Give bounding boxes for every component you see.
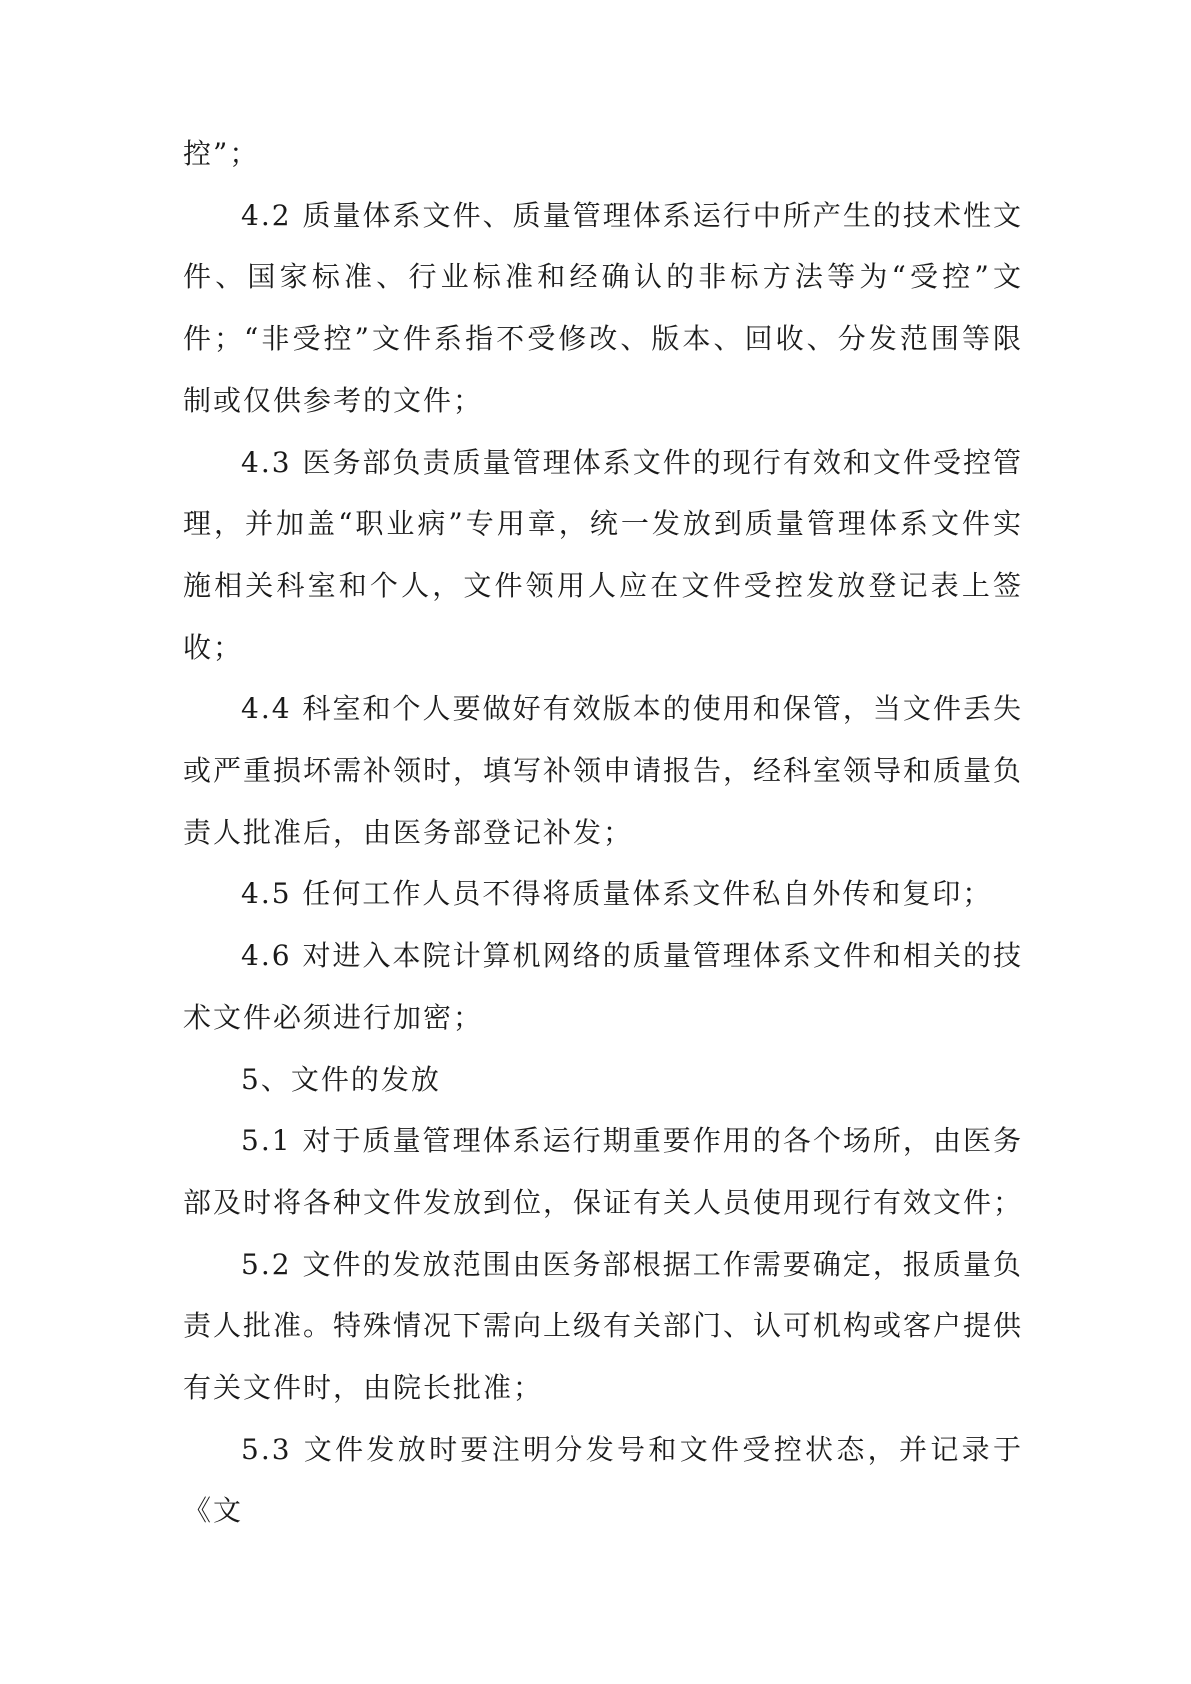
paragraph-5-2: 5.2 文件的发放范围由医务部根据工作需要确定，报质量负责人批准。特殊情况下需向上级有关部门、认可机构或客户提供有关文件时，由院长批准；	[183, 1247, 1024, 1405]
paragraph-5-3: 5.3 文件发放时要注明分发号和文件受控状态，并记录于《文	[183, 1432, 1023, 1528]
paragraph-4-2: 4.2 质量体系文件、质量管理体系运行中所产生的技术性文件、国家标准、行业标准和经确认的非标方法等为“受控”文件；“非受控”文件系指不受修改、版本、回收、分发范围等限制或仅供参考的文件；	[183, 198, 1023, 417]
paragraph-5-1: 5.1 对于质量管理体系运行期重要作用的各个场所，由医务部及时将各种文件发放到位，保证有关人员使用现行有效文件；	[183, 1124, 1024, 1219]
section-heading-5: 5、文件的发放	[241, 1062, 441, 1096]
document-body	[183, 123, 1023, 1542]
paragraph-4-4: 4.4 科室和个人要做好有效版本的使用和保管，当文件丢失或严重损坏需补领时，填写补领申请报告，经科室领导和质量负责人批准后，由医务部登记补发；	[183, 692, 1024, 849]
paragraph-4-6: 4.6 对进入本院计算机网络的质量管理体系文件和相关的技术文件必须进行加密；	[183, 939, 1023, 1034]
paragraph-4-5: 4.5 任何工作人员不得将质量体系文件私自外传和复印；	[241, 877, 993, 911]
paragraph-4-3: 4.3 医务部负责质量管理体系文件的现行有效和文件受控管理，并加盖“职业病”专用章，统一发放到质量管理体系文件实施相关科室和个人，文件领用人应在文件受控发放登记表上签收；	[183, 445, 1023, 664]
paragraph-continuation: 控”；	[183, 137, 260, 170]
